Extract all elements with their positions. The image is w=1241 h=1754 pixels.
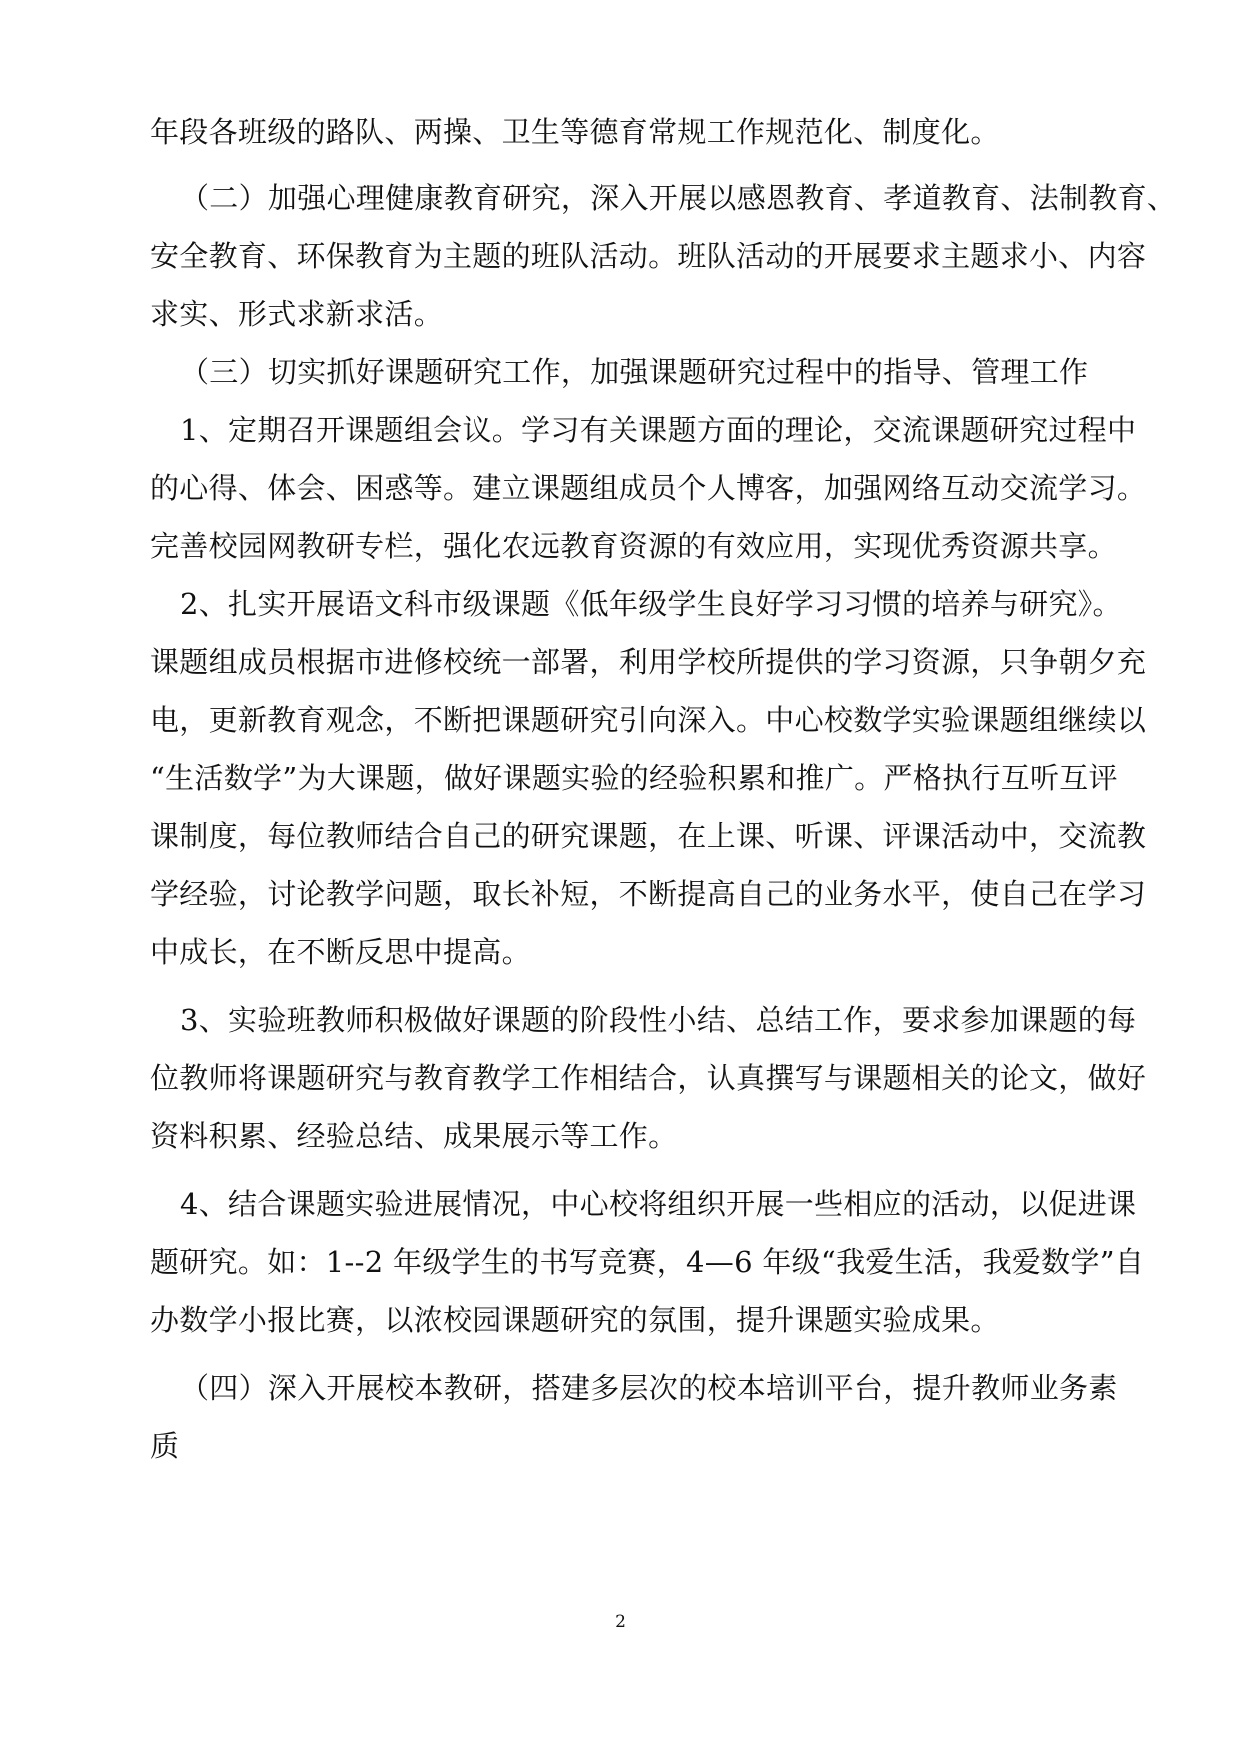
text-line: 求实、形式求新求活。 — [150, 297, 444, 331]
text-line: 完善校园网教研专栏，强化农远教育资源的有效应用，实现优秀资源共享。 — [150, 529, 1117, 563]
text-line: （二）加强心理健康教育研究，深入开展以感恩教育、孝道教育、法制教育、 — [180, 181, 1177, 215]
text-line: 题研究。如：1--2 年级学生的书写竞赛，4—6 年级“我爱生活，我爱数学”自 — [150, 1245, 1145, 1279]
text-line: 办数学小报比赛，以浓校园课题研究的氛围，提升课题实验成果。 — [150, 1303, 1000, 1337]
text-line: 质 — [150, 1429, 180, 1463]
text-line: 学经验，讨论教学问题，取长补短，不断提高自己的业务水平，使自己在学习 — [150, 877, 1147, 911]
text-line: 2、扎实开展语文科市级课题《低年级学生良好学习习惯的培养与研究》。 — [180, 587, 1122, 621]
text-line: （四）深入开展校本教研，搭建多层次的校本培训平台，提升教师业务素 — [180, 1371, 1118, 1405]
text-line: 4、结合课题实验进展情况，中心校将组织开展一些相应的活动，以促进课 — [180, 1187, 1137, 1221]
text-line: “生活数学”为大课题，做好课题实验的经验积累和推广。严格执行互听互评 — [150, 761, 1118, 795]
text-line: 1、定期召开课题组会议。学习有关课题方面的理论，交流课题研究过程中 — [180, 413, 1137, 447]
text-line: 中成长，在不断反思中提高。 — [150, 935, 531, 969]
text-line: 的心得、体会、困惑等。建立课题组成员个人博客，加强网络互动交流学习。 — [150, 471, 1147, 505]
text-line: 电，更新教育观念，不断把课题研究引向深入。中心校数学实验课题组继续以 — [150, 703, 1147, 737]
text-line: 课题组成员根据市进修校统一部署，利用学校所提供的学习资源，只争朝夕充 — [150, 645, 1147, 679]
text-line: 资料积累、经验总结、成果展示等工作。 — [150, 1119, 678, 1153]
text-line: 课制度，每位教师结合自己的研究课题，在上课、听课、评课活动中，交流教 — [150, 819, 1147, 853]
page-number: 2 — [615, 1612, 626, 1632]
text-line: 安全教育、环保教育为主题的班队活动。班队活动的开展要求主题求小、内容 — [150, 239, 1147, 273]
text-line: 位教师将课题研究与教育教学工作相结合，认真撰写与课题相关的论文，做好 — [150, 1061, 1147, 1095]
text-line: （三）切实抓好课题研究工作，加强课题研究过程中的指导、管理工作 — [180, 355, 1089, 389]
text-line: 3、实验班教师积极做好课题的阶段性小结、总结工作，要求参加课题的每 — [180, 1003, 1137, 1037]
text-line: 年段各班级的路队、两操、卫生等德育常规工作规范化、制度化。 — [150, 115, 1000, 149]
